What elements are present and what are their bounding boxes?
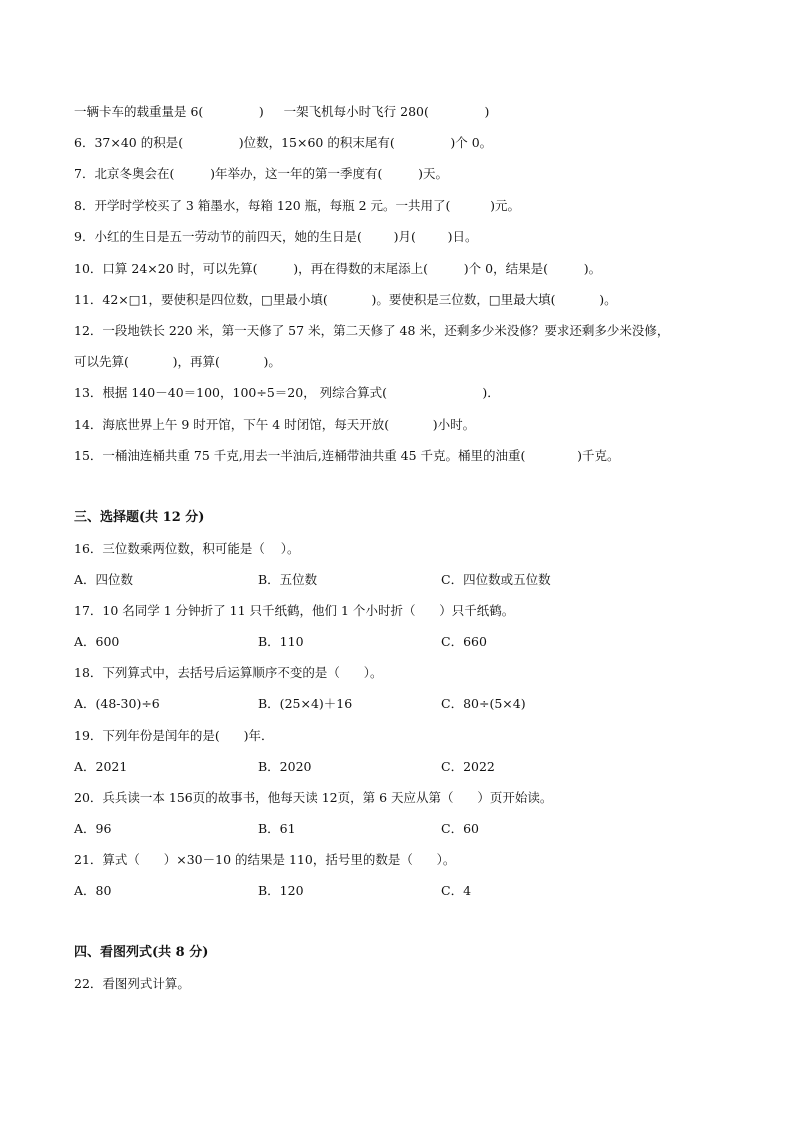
- question-18-option-b: B．(25×4)＋16: [258, 696, 353, 711]
- question-12-line-1: 12．一段地铁长 220 米，第一天修了 57 米，第二天修了 48 米，还剩多少米没修？要求还剩多少米没修，: [74, 323, 670, 338]
- question-19-stem: 19．下列年份是闰年的是( )年．: [74, 728, 274, 743]
- question-16-option-c: C．四位数或五位数: [441, 572, 551, 587]
- fill-blank-line-truck-plane: 一辆卡车的载重量是 6( ) 一架飞机每小时飞行 280( ): [74, 104, 490, 119]
- section-4-heading: 四、看图列式(共 8 分): [74, 945, 209, 960]
- question-9: 9．小红的生日是五一劳动节的前四天，她的生日是( )月( )日。: [74, 229, 478, 244]
- question-19-option-a: A．2021: [74, 759, 128, 774]
- question-17-stem: 17．10 名同学 1 分钟折了 11 只千纸鹤，他们 1 个小时折（ ）只千纸鹤。: [74, 603, 515, 618]
- question-16-option-a: A．四位数: [74, 572, 134, 587]
- question-11: 11．42×□1，要使积是四位数，□里最小填( )。要使积是三位数，□里最大填( )。: [74, 292, 617, 307]
- question-14: 14．海底世界上午 9 时开馆，下午 4 时闭馆，每天开放( )小时。: [74, 417, 476, 432]
- question-16-option-b: B．五位数: [258, 572, 318, 587]
- question-17-option-a: A．600: [74, 634, 120, 649]
- question-15: 15．一桶油连桶共重 75 千克,用去一半油后,连桶带油共重 45 千克。桶里的油重( )千克。: [74, 448, 620, 463]
- question-21-option-b: B．120: [258, 883, 304, 898]
- question-18-stem: 18．下列算式中，去括号后运算顺序不变的是（ ）。: [74, 665, 383, 680]
- question-8: 8．开学时学校买了 3 箱墨水，每箱 120 瓶，每瓶 2 元。一共用了( )元。: [74, 198, 521, 213]
- question-20-option-a: A．96: [74, 821, 112, 836]
- question-17-option-c: C．660: [441, 634, 487, 649]
- question-21-stem: 21．算式（ ）×30－10 的结果是 110，括号里的数是（ ）。: [74, 852, 456, 867]
- question-6: 6．37×40 的积是( )位数，15×60 的积末尾有( )个 0。: [74, 135, 493, 150]
- question-21-option-c: C．4: [441, 883, 472, 898]
- question-17-option-b: B．110: [258, 634, 304, 649]
- question-13: 13．根据 140－40＝100，100÷5＝20， 列综合算式( )．: [74, 385, 500, 400]
- question-19-option-b: B．2020: [258, 759, 312, 774]
- question-10: 10．口算 24×20 时，可以先算( )，再在得数的末尾添上( )个 0，结果是( )。: [74, 261, 602, 276]
- question-22-stem: 22．看图列式计算。: [74, 976, 190, 991]
- section-3-heading: 三、选择题(共 12 分): [74, 510, 205, 525]
- question-19-option-c: C．2022: [441, 759, 495, 774]
- question-7: 7．北京冬奥会在( )年举办，这一年的第一季度有( )天。: [74, 166, 448, 181]
- question-21-option-a: A．80: [74, 883, 112, 898]
- question-12-line-2: 可以先算( )，再算( )。: [74, 354, 281, 369]
- question-18-option-c: C．80÷(5×4): [441, 696, 526, 711]
- question-20-stem: 20．兵兵读一本 156页的故事书，他每天读 12页，第 6 天应从第（ ）页开始读。: [74, 790, 553, 805]
- question-18-option-a: A．(48-30)÷6: [74, 696, 160, 711]
- question-20-option-b: B．61: [258, 821, 296, 836]
- question-20-option-c: C．60: [441, 821, 479, 836]
- question-16-stem: 16．三位数乘两位数，积可能是（ ）。: [74, 541, 300, 556]
